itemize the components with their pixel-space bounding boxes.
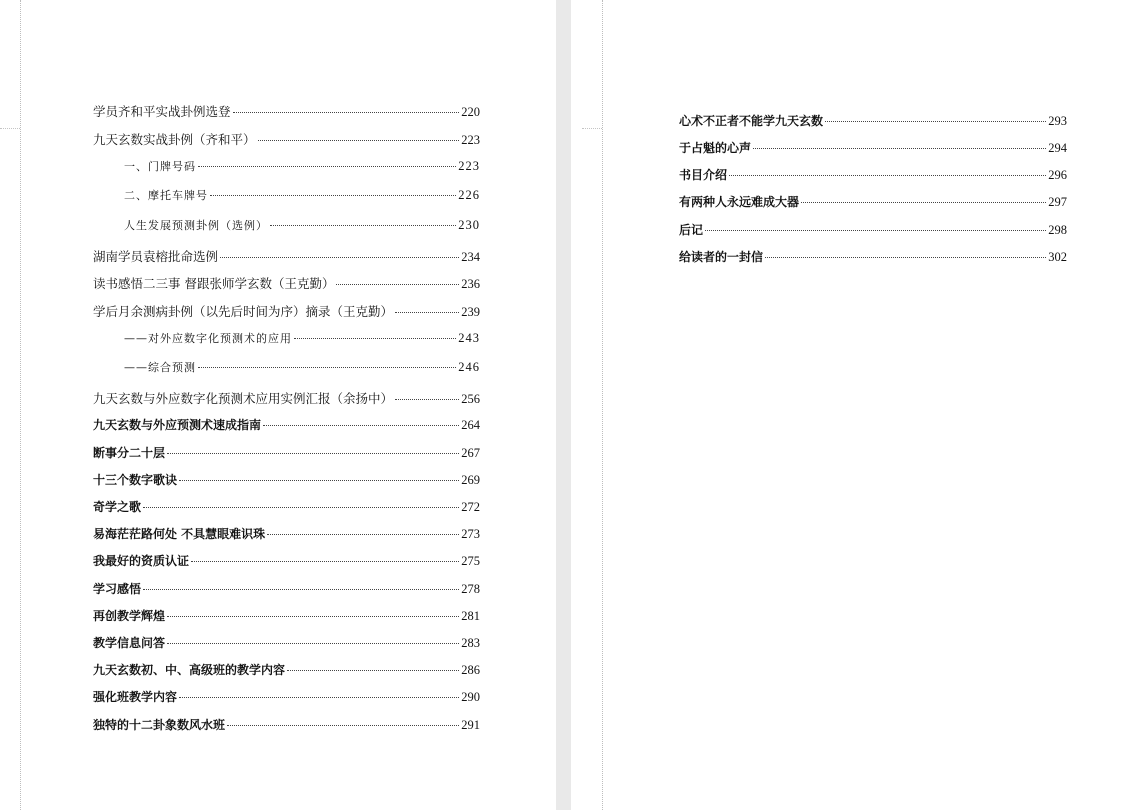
toc-entry-page: 269	[461, 473, 480, 487]
crop-mark	[0, 128, 20, 129]
toc-entry[interactable]	[124, 158, 480, 174]
toc-entry-title: 易海茫茫路何处 不具慧眼难识珠	[93, 527, 266, 541]
toc-entry[interactable]	[679, 139, 1067, 156]
toc-leader	[167, 453, 459, 454]
toc-entry-page: 234	[461, 250, 480, 264]
toc-entry-page: 223	[458, 159, 480, 173]
right-page-edge-mark	[602, 0, 603, 810]
toc-leader	[220, 257, 459, 258]
toc-entry[interactable]	[93, 634, 480, 651]
toc-entry-title: 奇学之歌	[93, 500, 142, 514]
toc-entry-title: 学后月余测病卦例（以先后时间为序）摘录（王克勤）	[93, 304, 394, 319]
toc-entry-page: 297	[1048, 195, 1067, 209]
toc-entry-page: 264	[461, 418, 480, 432]
toc-entry[interactable]	[93, 389, 480, 407]
toc-entry-page: 272	[461, 500, 480, 514]
toc-entry-title: 湖南学员袁榕批命选例	[93, 249, 219, 264]
toc-entry[interactable]	[124, 187, 480, 203]
toc-leader	[143, 589, 459, 590]
toc-leader	[258, 140, 460, 141]
toc-entry[interactable]	[679, 248, 1067, 265]
toc-leader	[227, 725, 459, 726]
toc-leader	[729, 175, 1046, 176]
toc-entry-title: 学习感悟	[93, 582, 142, 596]
toc-entry-title: 给读者的一封信	[679, 250, 764, 264]
toc-leader	[825, 121, 1046, 122]
toc-leader	[210, 195, 456, 196]
toc-entry[interactable]	[93, 661, 480, 678]
toc-entry-page: 298	[1048, 223, 1067, 237]
toc-entry-title: 九天玄数初、中、高级班的教学内容	[93, 663, 286, 677]
toc-leader	[191, 561, 459, 562]
toc-entry[interactable]	[93, 688, 480, 705]
toc-entry-page: 226	[458, 188, 480, 202]
toc-entry[interactable]	[93, 716, 480, 733]
toc-entry-title: 人生发展预测卦例（选例）	[124, 219, 268, 232]
toc-entry-title: 强化班教学内容	[93, 690, 178, 704]
toc-entry[interactable]	[679, 193, 1067, 210]
toc-entry-title: 书目介绍	[679, 168, 728, 182]
toc-leader	[395, 312, 459, 313]
left-page	[0, 0, 556, 810]
toc-entry-page: 267	[461, 446, 480, 460]
toc-entry[interactable]	[93, 416, 480, 433]
toc-entry-page: 294	[1048, 141, 1067, 155]
toc-leader	[395, 399, 459, 400]
toc-leader	[143, 507, 459, 508]
toc-leader	[198, 166, 456, 167]
toc-leader	[179, 480, 459, 481]
toc-entry-title: ——对外应数字化预测术的应用	[124, 332, 292, 345]
toc-entry-page: 278	[461, 582, 480, 596]
toc-entry-title: 再创教学辉煌	[93, 609, 166, 623]
toc-leader	[233, 112, 460, 113]
toc-entry-page: 223	[461, 133, 480, 147]
toc-leader	[765, 257, 1046, 258]
toc-entry-page: 256	[461, 392, 480, 406]
toc-entry-title: 于占魁的心声	[679, 141, 752, 155]
toc-entry-title: 九天玄数实战卦例（齐和平）	[93, 132, 256, 147]
toc-leader	[263, 425, 459, 426]
crop-mark	[582, 128, 602, 129]
toc-entry[interactable]	[124, 330, 480, 346]
toc-entry-title: 一、门牌号码	[124, 160, 196, 173]
toc-leader	[179, 697, 459, 698]
toc-leader	[294, 338, 456, 339]
toc-leader	[167, 616, 459, 617]
toc-entry-page: 243	[458, 331, 480, 345]
toc-entry[interactable]	[93, 580, 480, 597]
toc-leader	[336, 284, 459, 285]
toc-entry-title: 独特的十二卦象数风水班	[93, 718, 226, 732]
toc-entry-title: 后记	[679, 223, 704, 237]
toc-entry-page: 293	[1048, 114, 1067, 128]
toc-entry-page: 290	[461, 690, 480, 704]
toc-entry[interactable]	[93, 247, 480, 265]
toc-entry-title: 九天玄数与外应预测术速成指南	[93, 418, 262, 432]
toc-leader	[801, 202, 1046, 203]
toc-entry-title: 十三个数字歌诀	[93, 473, 178, 487]
toc-entry-title: 读书感悟二三事 督跟张师学玄数（王克勤）	[93, 276, 335, 291]
toc-entry-page: 236	[461, 277, 480, 291]
toc-entry-title: 九天玄数与外应数字化预测术应用实例汇报（余扬中）	[93, 391, 394, 406]
toc-leader	[167, 643, 459, 644]
toc-entry[interactable]	[93, 444, 480, 461]
toc-entry-page: 273	[461, 527, 480, 541]
toc-entry-page: 230	[458, 218, 480, 232]
toc-leader	[287, 670, 459, 671]
toc-entry-page: 275	[461, 554, 480, 568]
toc-leader	[270, 225, 456, 226]
toc-entry-title: 心术不正者不能学九天玄数	[679, 114, 824, 128]
toc-entry-title: 我最好的资质认证	[93, 554, 190, 568]
toc-leader	[198, 367, 456, 368]
toc-entry[interactable]	[93, 130, 480, 148]
toc-entry[interactable]	[93, 302, 480, 320]
left-page-edge-mark	[20, 0, 21, 810]
toc-leader	[705, 230, 1046, 231]
toc-entry[interactable]	[124, 359, 480, 375]
toc-entry[interactable]	[679, 166, 1067, 183]
toc-entry-title: 学员齐和平实战卦例选登	[93, 104, 231, 119]
toc-entry[interactable]	[93, 552, 480, 569]
toc-entry[interactable]	[93, 607, 480, 624]
toc-entry[interactable]	[93, 274, 480, 292]
toc-entry-title: ——综合预测	[124, 361, 196, 374]
toc-entry[interactable]	[93, 498, 480, 515]
toc-leader	[267, 534, 459, 535]
toc-entry-page: 283	[461, 636, 480, 650]
toc-entry-page: 220	[461, 105, 480, 119]
toc-entry-page: 239	[461, 305, 480, 319]
toc-entry-page: 281	[461, 609, 480, 623]
toc-entry[interactable]	[679, 221, 1067, 238]
toc-entry-page: 246	[458, 360, 480, 374]
toc-entry[interactable]	[93, 525, 480, 542]
toc-entry-page: 291	[461, 718, 480, 732]
toc-entry-title: 二、摩托车牌号	[124, 189, 208, 202]
toc-entry[interactable]	[93, 471, 480, 488]
toc-entry-title: 断事分二十层	[93, 446, 166, 460]
toc-entry-title: 有两种人永远难成大器	[679, 195, 800, 209]
toc-entry-page: 286	[461, 663, 480, 677]
toc-entry[interactable]	[124, 217, 480, 233]
toc-leader	[753, 148, 1046, 149]
toc-entry-title: 教学信息问答	[93, 636, 166, 650]
toc-entry-page: 296	[1048, 168, 1067, 182]
toc-entry-page: 302	[1048, 250, 1067, 264]
right-page	[571, 0, 1140, 810]
toc-entry[interactable]	[679, 112, 1067, 129]
toc-entry[interactable]	[93, 102, 480, 120]
